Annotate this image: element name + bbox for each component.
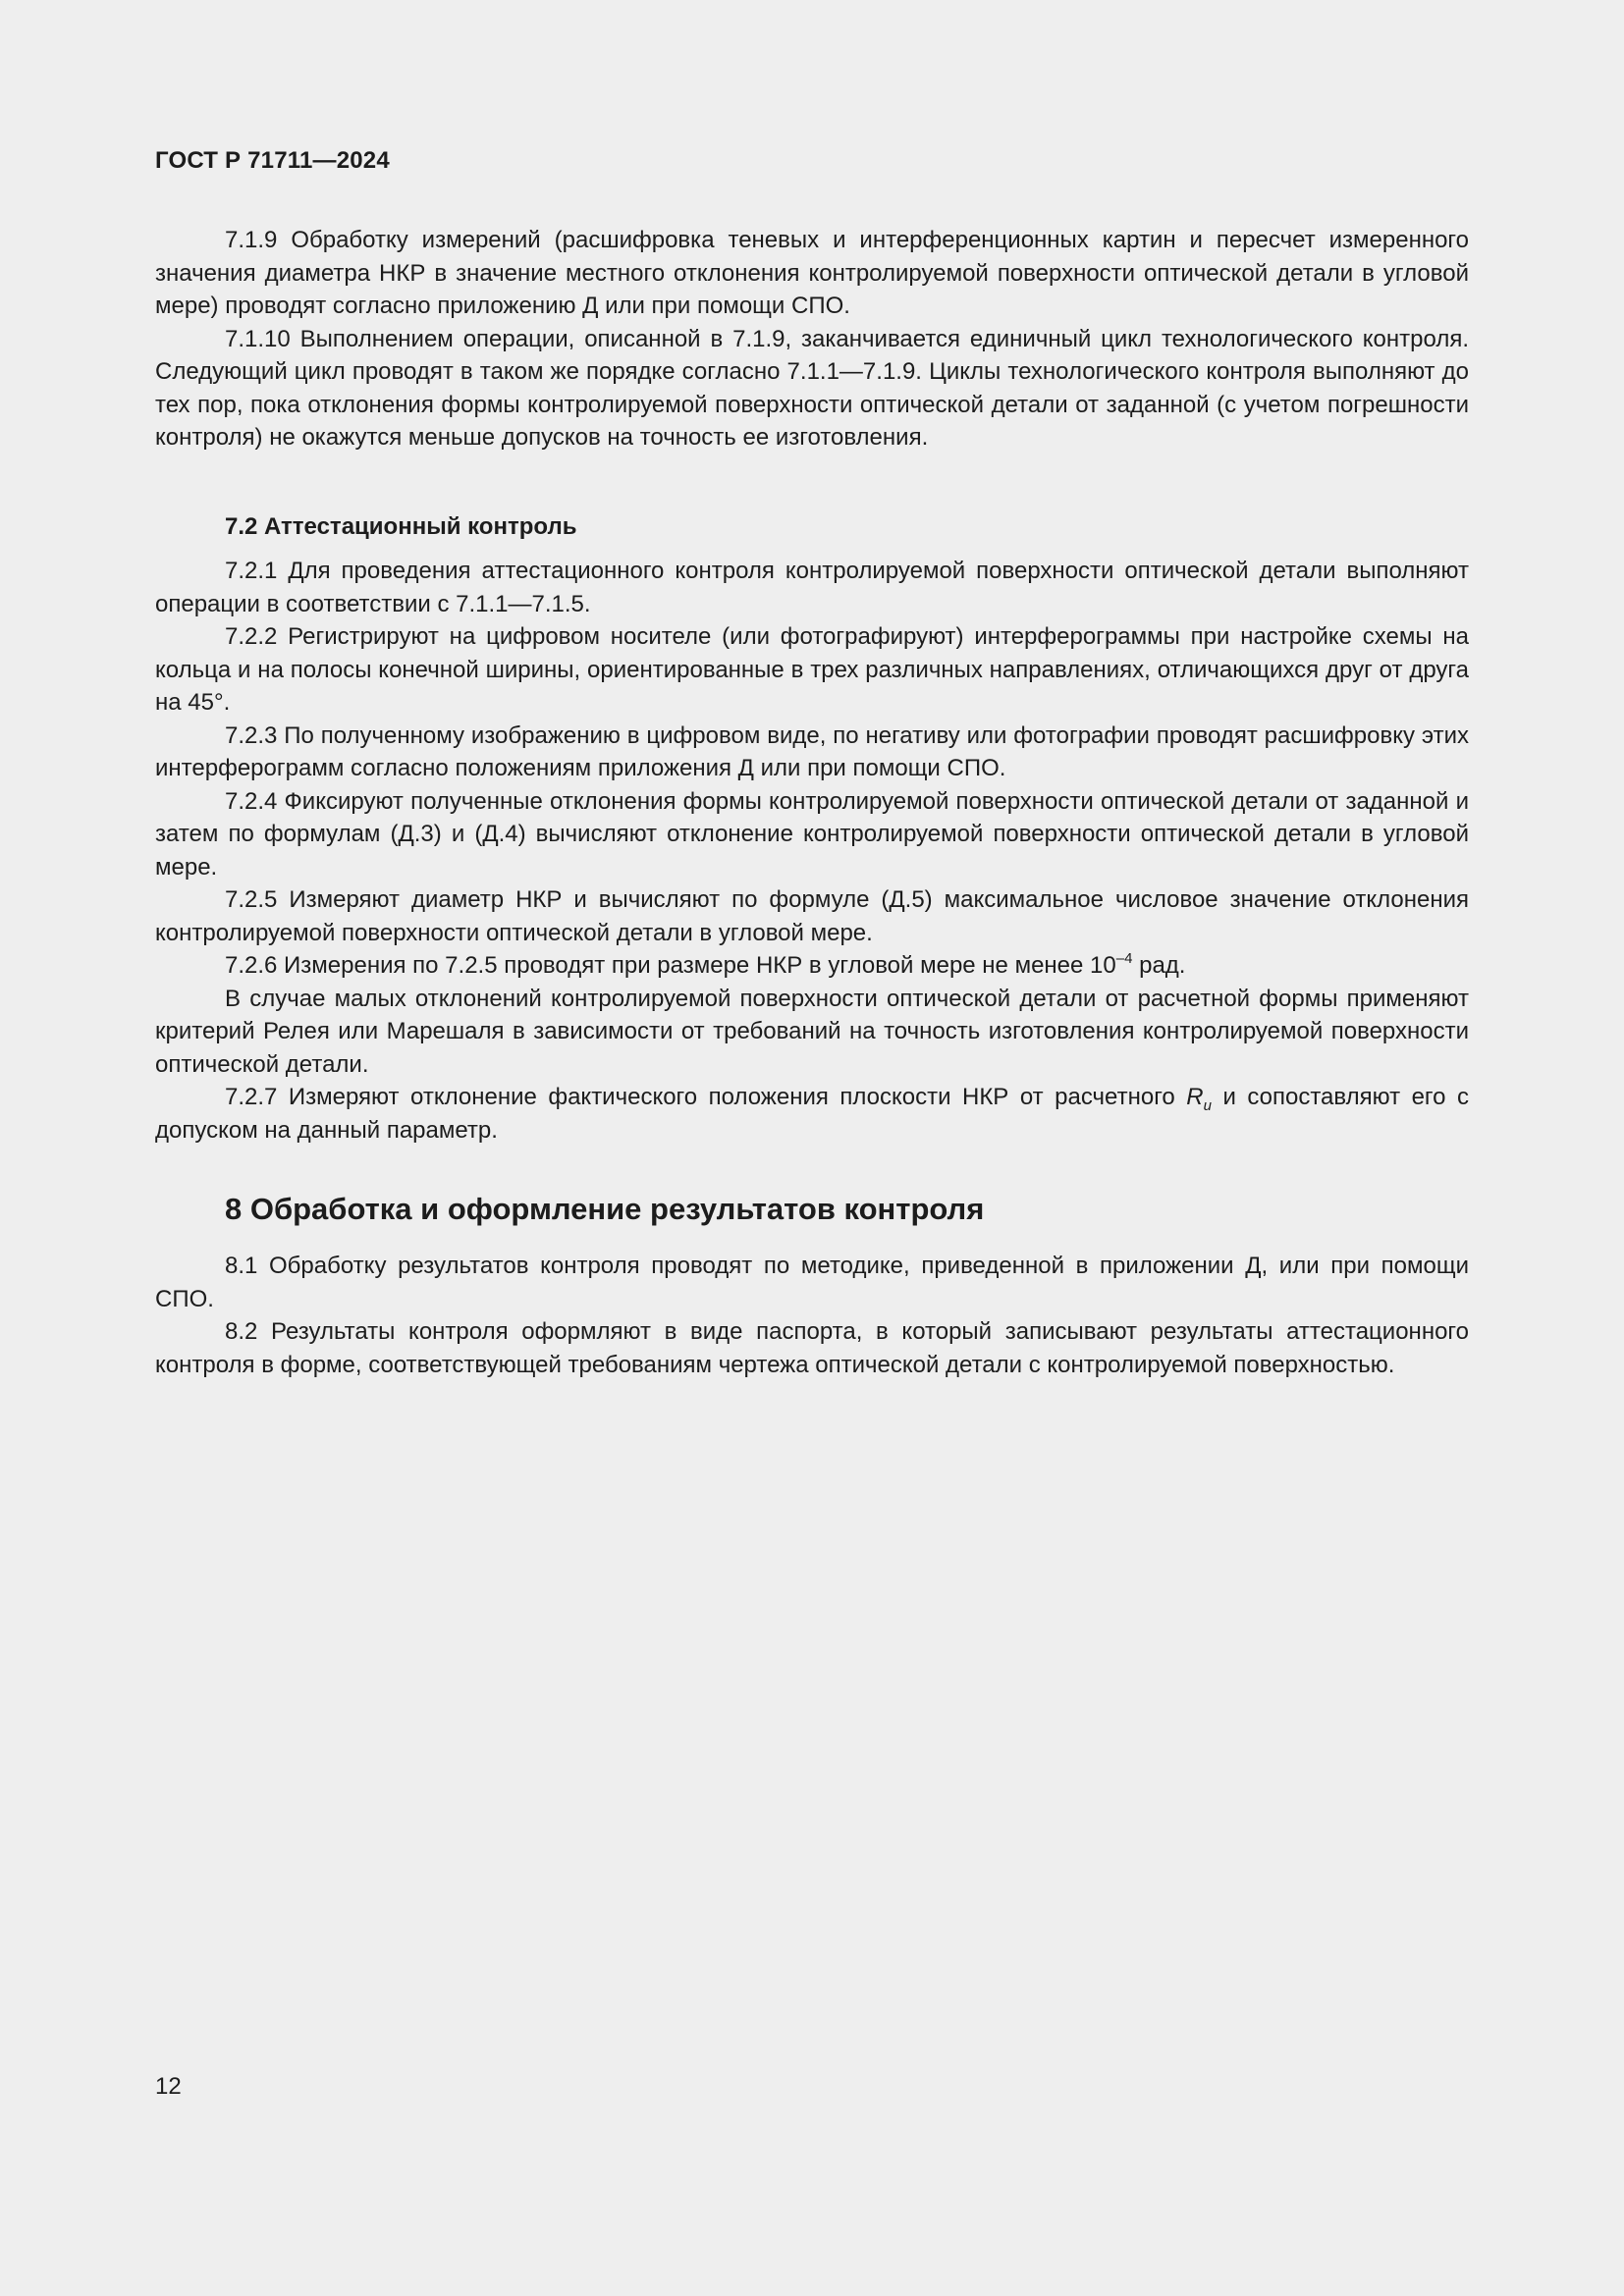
paragraph-7-2-3: 7.2.3 По полученному изображению в цифровом виде, по негативу или фотографии проводят расшифровку этих интерферограмм согласно положениям приложения Д или при помощи СПО. [155, 721, 1469, 781]
paragraph-7-2-5: 7.2.5 Измеряют диаметр НКР и вычисляют по формуле (Д.5) максимальное числовое значение отклонения контролируемой поверхности оптической детали в угловой мере. [155, 886, 1469, 946]
paragraph-7-2-7 [155, 1081, 1469, 1147]
section-8-body [155, 1250, 1469, 1381]
exponent-superscript: –4 [1115, 950, 1133, 967]
variable-r: R [1186, 1084, 1204, 1110]
section-8-heading: 8 Обработка и оформление результатов контроля [225, 1192, 985, 1226]
paragraph-7-2-7-text: 7.2.7 Измеряют отклонение фактического положения плоскости НКР от расчетного [225, 1084, 1187, 1110]
paragraph-7-2-6 [155, 949, 1469, 983]
paragraph-7-2-4: 7.2.4 Фиксируют полученные отклонения формы контролируемой поверхности оптической детали от заданной и затем по формулам (Д.3) и (Д.4) вычисляют отклонение контролируемой поверхности оптической детали в угловой мере. [155, 787, 1469, 881]
paragraph-7-2-7-tail: и сопоставляют его с допуском на данный параметр. [155, 1084, 1469, 1144]
paragraph-8-2: 8.2 Результаты контроля оформляют в виде паспорта, в который записывают результаты аттестационного контроля в форме, соответствующей требованиям чертежа оптической детали с контролируемой поверхностью. [155, 1318, 1469, 1378]
paragraph-7-2-6-unit: рад. [1132, 952, 1186, 979]
paragraph-7-2-6-text: 7.2.6 Измерения по 7.2.5 проводят при размере НКР в угловой мере не менее 10 [225, 952, 1116, 979]
section-7-2 [155, 510, 1469, 544]
paragraph-7-1-9: 7.1.9 Обработку измерений (расшифровка теневых и интерференционных картин и пересчет измеренного значения диаметра НКР в значение местного отклонения контролируемой поверхности оптической детали в угловой мере) проводят согласно приложению Д или при помощи СПО. [155, 227, 1469, 319]
paragraph-7-1-10: 7.1.10 Выполнением операции, описанной в 7.1.9, заканчивается единичный цикл технологического контроля. Следующий цикл проводят в таком же порядке согласно 7.1.1—7.1.9. Циклы технологического контроля выполняют до тех пор, пока отклонения формы контролируемой поверхности оптической детали от заданной (с учетом погрешности контроля) не окажутся меньше допусков на точность ее изготовления. [155, 325, 1469, 451]
paragraph-7-2-2: 7.2.2 Регистрируют на цифровом носителе (или фотографируют) интерферограммы при настройке схемы на кольца и на полосы конечной ширины, ориентированные в трех различных направлениях, отличающихся друг от друга на 45°. [155, 623, 1469, 716]
paragraph-7-2-1: 7.2.1 Для проведения аттестационного контроля контролируемой поверхности оптической детали выполняют операции в соответствии с 7.1.1—7.1.5. [155, 558, 1469, 617]
section-8 [155, 1190, 1469, 1229]
section-7-1-continuation [155, 224, 1469, 454]
document-code-header: ГОСТ Р 71711—2024 [155, 147, 390, 174]
page-number: 12 [155, 2073, 182, 2100]
section-7-2-body [155, 555, 1469, 1147]
section-7-2-heading: 7.2 Аттестационный контроль [225, 513, 577, 540]
paragraph-8-1: 8.1 Обработку результатов контроля проводят по методике, приведенной в приложении Д, или при помощи СПО. [155, 1253, 1469, 1312]
variable-r-subscript: u [1203, 1097, 1212, 1114]
paragraph-small-deviations: В случае малых отклонений контролируемой поверхности оптической детали от расчетной формы применяют критерий Релея или Марешаля в зависимости от требований на точность изготовления контролируемой поверхности оптической детали. [155, 985, 1469, 1078]
